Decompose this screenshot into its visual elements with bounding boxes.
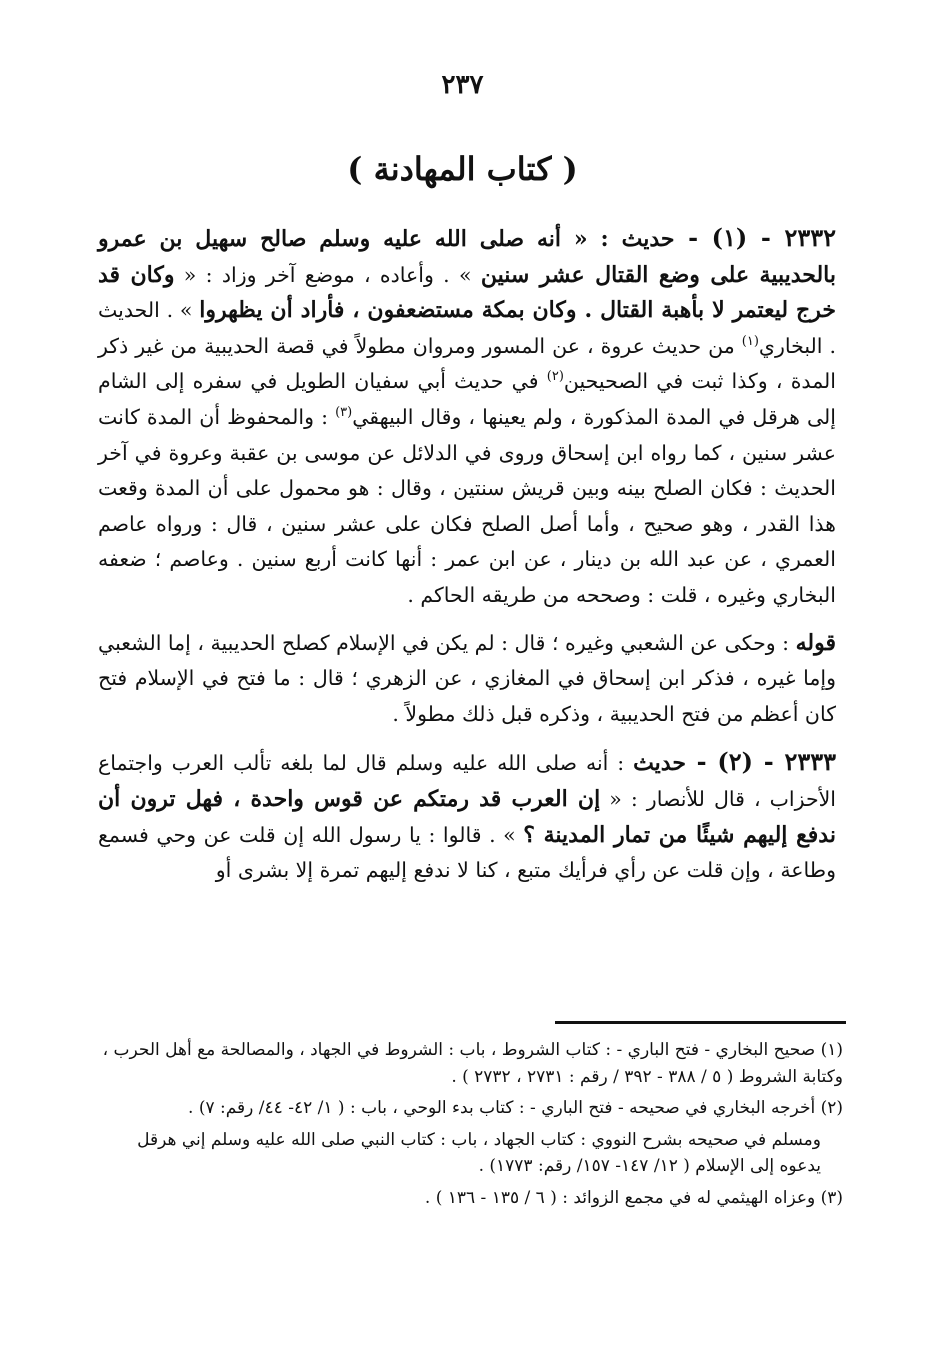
hadith-2333 (98, 744, 836, 888)
page-number: ٢٣٧ (441, 70, 484, 100)
hadith-label: حديث : « (560, 226, 675, 252)
hadith-text: : والمحفوظ أن المدة كانت عشر سنين ، كما رواه ابن إسحاق وروى في الدلائل عن موسى بن عقبة وعروة في آخر الحديث : فكان الصلح بينه وبين قريش سنتين ، وقال : هو محمول على أن المدة وقعت هذا القدر ، وهو صحيح ، وأما أصل الصلح فكان على عشر سنين ، قال : ورواه عاصم العمري ، عن عبد الله بن دينار ، عن ابن عمر : أنها كانت أربع سنين . وعاصم ؛ ضعفه البخاري وغيره ، قلت : وصححه من طريقه الحاكم . (98, 404, 836, 607)
hadith-quote: أنه صلى الله عليه وسلم صالح سهيل بن عمرو بالحديبية على وضع القتال عشر سنين (98, 226, 837, 288)
hadith-text: في حديث أبي سفيان الطويل في سفره إلى الشام إلى هرقل في المدة المذكورة ، ولم يعينها ، وقال البيهقي (98, 369, 836, 429)
qawl-text: : وحكى عن الشعبي وغيره ؛ قال : لم يكن في الإسلام كصلح الحديبية ، إما الشعبي وإما غيره ، فذكر ابن إسحاق في المغازي ، عن الزهري ؛ قال : ما فتح في الإسلام فتح كان أعظم من فتح الحديبية ، وذكره قبل ذلك مطولاً . (98, 630, 836, 726)
footnote-ref[interactable]: (١) (741, 333, 759, 349)
hadith-text: » . الحديث . البخاري (98, 298, 836, 358)
book-title: ( كتاب المهادنة ) (347, 150, 578, 188)
qawl-paragraph (98, 626, 836, 733)
footnotes (98, 1037, 843, 1216)
hadith-text: » . قالوا : يا رسول الله إن قلت عن وحي فسمع وطاعة ، وإن قلت عن رأي فرأيك متبع ، كنا لا ندفع إليهم تمرة إلا بشرى أو (98, 822, 836, 883)
footnote-ref[interactable]: (٢) (546, 369, 564, 385)
footnote-2-continued: ومسلم في صحيحه بشرح النووي : كتاب الجهاد ، باب : كتاب النبي صلى الله عليه وسلم إني هرقل يدعوه إلى الإسلام ( ١٢/ ١٤٧- ١٥٧/ رقم: ١٧٧٣) . (137, 1129, 821, 1176)
footnote-ref[interactable]: (٣) (335, 405, 353, 421)
hadith-text: من حديث عروة ، عن المسور ومروان مطولاً في قصة الحديبية من غير ذكر المدة ، وكذا ثبت في الصحيحين (98, 333, 836, 394)
hadith-text: : أنه صلى الله عليه وسلم قال لما بلغه تألب العرب واجتماع الأحزاب ، قال للأنصار : « (98, 751, 836, 811)
hadith-quote: إن العرب قد رمتكم عن قوس واحدة ، فهل ترون أن ندفع إليهم شيئًا من تمار المدينة ؟ (98, 785, 836, 848)
main-text (98, 220, 836, 889)
footnote-1: (١) صحيح البخاري - فتح الباري - : كتاب الشروط ، باب : الشروط في الجهاد ، والمصالحة مع أهل الحرب ، وكتابة الشروط ( ٥ / ٣٨٨ - ٣٩٢ / رقم : ٢٧٣١ ، ٢٧٣٢ ) . (102, 1040, 843, 1087)
hadith-label: حديث (633, 750, 686, 777)
hadith-number: ٢٣٣٢ - (١) - (674, 223, 837, 252)
hadith-number: ٢٣٣٣ - (٢) - (685, 747, 837, 777)
footnote-divider (555, 1021, 846, 1024)
footnote-3: (٣) وعزاه الهيثمي له في مجمع الزوائد : ( ٦ / ١٣٥ - ١٣٦ ) . (424, 1187, 843, 1208)
hadith-quote: وكان قد خرج ليعتمر لا بأهبة القتال . وكان بمكة مستضعفون ، فأراد أن يظهروا (98, 261, 836, 324)
hadith-2332 (98, 220, 836, 614)
hadith-text: » . وأعاده ، موضع آخر وزاد : « (174, 262, 481, 287)
footnote-2: (٢) أخرجه البخاري في صحيحه - فتح الباري - : كتاب بدء الوحي ، باب : ( ١/ ٤٢- ٤٤/ رقم: ٧) . (188, 1098, 843, 1118)
qawl-label: قوله (795, 629, 836, 656)
